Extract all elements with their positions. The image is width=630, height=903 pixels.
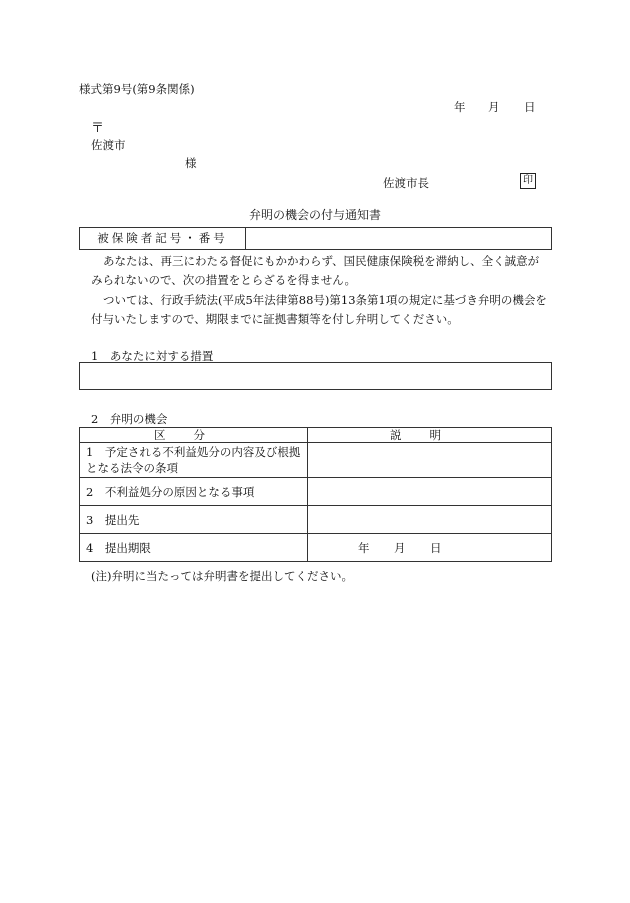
section-2-heading: 2 弁明の機会: [91, 412, 168, 426]
footnote: (注)弁明に当たっては弁明書を提出してください。: [91, 569, 353, 583]
row-value-field[interactable]: [308, 443, 552, 478]
body-paragraph-2-line-1: ついては、行政手続法(平成5年法律第88号)第13条第1項の規定に基づき弁明の機会を: [103, 293, 547, 307]
insured-number-label: 被保険者記号・番号: [80, 228, 246, 249]
column-header-explanation: 説明: [308, 428, 552, 443]
document-title: 弁明の機会の付与通知書: [248, 208, 381, 222]
table-row: [80, 478, 552, 506]
date-year: 年: [454, 100, 466, 114]
table-row: [80, 443, 552, 478]
date-day: 日: [524, 100, 536, 114]
row-value-field[interactable]: [308, 478, 552, 506]
deadline-date-field[interactable]: [308, 534, 552, 562]
recipient-city: 佐渡市: [91, 138, 126, 152]
insured-number-box: [79, 227, 552, 250]
form-number: 様式第9号(第9条関係): [79, 82, 195, 96]
section-1-heading: 1 あなたに対する措置: [91, 349, 214, 363]
postal-mark: 〒: [91, 121, 105, 136]
opportunity-table: [79, 427, 552, 562]
row-value-field[interactable]: [308, 506, 552, 534]
recipient-honorific: 様: [185, 156, 197, 170]
sender-name: 佐渡市長: [383, 176, 429, 190]
measure-field[interactable]: [79, 362, 552, 390]
table-row: [80, 506, 552, 534]
row-label: 3 提出先: [80, 506, 308, 534]
table-row: [80, 534, 552, 562]
body-paragraph-2-line-2: 付与いたしますので、期限までに証拠書類等を付し弁明してください。: [91, 312, 459, 326]
table-header-row: [80, 428, 552, 443]
body-paragraph-1-line-2: みられないので、次の措置をとらざるを得ません。: [91, 273, 356, 287]
insured-number-field[interactable]: [246, 228, 551, 249]
body-paragraph-1-line-1: あなたは、再三にわたる督促にもかかわらず、国民健康保険税を滞納し、全く誠意が: [103, 254, 540, 268]
seal-mark: 印: [520, 173, 536, 189]
date-month: 月: [488, 100, 500, 114]
row-label: 1 予定される不利益処分の内容及び根拠となる法令の条項: [80, 443, 308, 478]
row-label: 4 提出期限: [80, 534, 308, 562]
deadline-month: 月: [394, 540, 406, 555]
deadline-year: 年: [358, 540, 370, 555]
deadline-day: 日: [430, 540, 442, 555]
issue-date: [454, 99, 536, 115]
row-label: 2 不利益処分の原因となる事項: [80, 478, 308, 506]
column-header-category: 区分: [80, 428, 308, 443]
